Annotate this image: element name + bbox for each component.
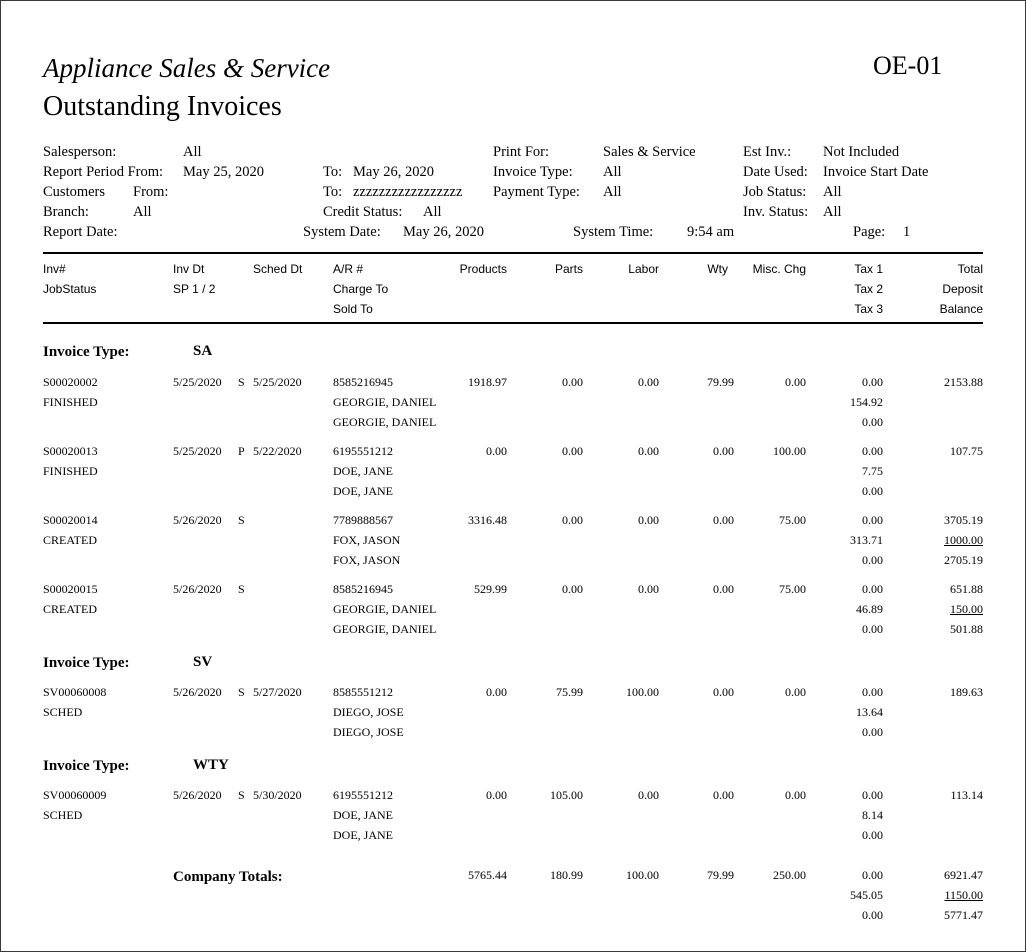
total-tax3: 0.00 <box>862 908 883 922</box>
invoice-balance: 2705.19 <box>944 553 983 567</box>
col-sp: SP 1 / 2 <box>173 282 216 296</box>
schedule-date: 5/30/2020 <box>253 788 302 802</box>
ar-number: 8585551212 <box>333 685 393 699</box>
invoice-total: 189.63 <box>950 685 983 699</box>
branch-label: Branch: <box>43 204 89 220</box>
inv-status-value: All <box>823 204 842 220</box>
invoice-number: SV00060009 <box>43 788 107 802</box>
warranty-amount: 79.99 <box>707 375 734 389</box>
products-amount: 529.99 <box>474 582 507 596</box>
tax1-amount: 0.00 <box>862 685 883 699</box>
invoice-number: S00020013 <box>43 444 98 458</box>
col-misc: Misc. Chg <box>752 262 806 276</box>
tax1-amount: 0.00 <box>862 513 883 527</box>
period-to-value: May 26, 2020 <box>353 164 434 180</box>
misc-charge: 0.00 <box>785 788 806 802</box>
labor-amount: 0.00 <box>638 444 659 458</box>
job-status-value: All <box>823 184 842 200</box>
misc-charge: 75.00 <box>779 582 806 596</box>
products-amount: 0.00 <box>486 444 507 458</box>
charge-to: DIEGO, JOSE <box>333 705 404 719</box>
invoice-type-label: Invoice Type: <box>493 164 573 180</box>
system-time-label: System Time: <box>573 224 654 240</box>
total-misc: 250.00 <box>773 868 806 882</box>
col-wty: Wty <box>707 262 728 276</box>
ar-number: 7789888567 <box>333 513 393 527</box>
salesperson-value: All <box>183 144 202 160</box>
ar-number: 6195551212 <box>333 788 393 802</box>
misc-charge: 0.00 <box>785 375 806 389</box>
invoice-deposit: 150.00 <box>950 602 983 616</box>
job-status: SCHED <box>43 705 83 719</box>
customers-to-value: zzzzzzzzzzzzzzzzz <box>353 184 463 200</box>
header-rule-top <box>43 252 983 254</box>
system-time-value: 9:54 am <box>687 224 735 240</box>
invoice-total: 113.14 <box>950 788 983 802</box>
customers-label: Customers <box>43 184 106 200</box>
job-status-label: Job Status: <box>743 184 807 200</box>
sold-to: GEORGIE, DANIEL <box>333 415 437 429</box>
tax3-amount: 0.00 <box>862 553 883 567</box>
page-label: Page: <box>853 224 886 240</box>
col-invdt: Inv Dt <box>173 262 205 276</box>
parts-amount: 0.00 <box>562 375 583 389</box>
header-rule-bottom <box>43 322 983 324</box>
page-number: 1 <box>903 224 911 240</box>
parts-amount: 0.00 <box>562 582 583 596</box>
misc-charge: 0.00 <box>785 685 806 699</box>
tax3-amount: 0.00 <box>862 415 883 429</box>
salesperson-code: S <box>238 685 245 699</box>
invoice-type-label: Invoice Type: <box>43 758 130 774</box>
col-deposit: Deposit <box>942 282 983 296</box>
salesperson-code: S <box>238 788 245 802</box>
report-title: Outstanding Invoices <box>43 91 282 122</box>
invoice-number: S00020015 <box>43 582 98 596</box>
total-tax1: 0.00 <box>862 868 883 882</box>
total-parts: 180.99 <box>550 868 583 882</box>
col-sold-to: Sold To <box>333 302 373 316</box>
col-tax3: Tax 3 <box>854 302 883 316</box>
salesperson-label: Salesperson: <box>43 144 117 160</box>
tax3-amount: 0.00 <box>862 725 883 739</box>
invoice-type-code: SV <box>193 654 213 670</box>
col-jobstatus: JobStatus <box>43 282 97 296</box>
charge-to: GEORGIE, DANIEL <box>333 395 437 409</box>
salesperson-code: P <box>238 444 245 458</box>
invoice-total: 3705.19 <box>944 513 983 527</box>
job-status: CREATED <box>43 533 97 547</box>
report-date-label: Report Date: <box>43 224 118 240</box>
tax3-amount: 0.00 <box>862 484 883 498</box>
invoice-type-label: Invoice Type: <box>43 655 130 671</box>
schedule-date: 5/22/2020 <box>253 444 302 458</box>
company-name: Appliance Sales & Service <box>43 53 331 83</box>
tax2-amount: 13.64 <box>856 705 883 719</box>
tax2-amount: 313.71 <box>850 533 883 547</box>
period-to-label: To: <box>323 164 343 180</box>
invoice-date: 5/26/2020 <box>173 685 222 699</box>
system-date-value: May 26, 2020 <box>403 224 484 240</box>
credit-status-label: Credit Status: <box>323 204 403 220</box>
est-inv-value: Not Included <box>823 144 900 160</box>
invoice-date: 5/26/2020 <box>173 788 222 802</box>
invoice-total: 2153.88 <box>944 375 983 389</box>
col-balance: Balance <box>939 302 983 316</box>
col-total: Total <box>957 262 983 276</box>
customers-from-label: From: <box>133 184 169 200</box>
inv-status-label: Inv. Status: <box>743 204 809 220</box>
labor-amount: 0.00 <box>638 513 659 527</box>
credit-status-value: All <box>423 204 442 220</box>
system-date-label: System Date: <box>303 224 381 240</box>
date-used-value: Invoice Start Date <box>823 164 929 180</box>
col-scheddt: Sched Dt <box>253 262 303 276</box>
sold-to: DOE, JANE <box>333 828 393 842</box>
salesperson-code: S <box>238 375 245 389</box>
invoice-deposit: 1000.00 <box>944 533 983 547</box>
labor-amount: 0.00 <box>638 788 659 802</box>
period-from-value: May 25, 2020 <box>183 164 264 180</box>
warranty-amount: 0.00 <box>713 685 734 699</box>
tax3-amount: 0.00 <box>862 828 883 842</box>
products-amount: 0.00 <box>486 685 507 699</box>
schedule-date: 5/27/2020 <box>253 685 302 699</box>
invoice-date: 5/26/2020 <box>173 582 222 596</box>
invoice-number: SV00060008 <box>43 685 107 699</box>
tax3-amount: 0.00 <box>862 622 883 636</box>
col-parts: Parts <box>554 262 583 276</box>
parts-amount: 75.99 <box>556 685 583 699</box>
est-inv-label: Est Inv.: <box>743 144 792 160</box>
labor-amount: 0.00 <box>638 375 659 389</box>
col-charge-to: Charge To <box>333 282 389 296</box>
warranty-amount: 0.00 <box>713 513 734 527</box>
sold-to: GEORGIE, DANIEL <box>333 622 437 636</box>
tax1-amount: 0.00 <box>862 444 883 458</box>
customers-to-label: To: <box>323 184 343 200</box>
period-from-label: Report Period From: <box>43 164 164 180</box>
job-status: FINISHED <box>43 464 98 478</box>
total-deposit: 1150.00 <box>944 888 983 902</box>
invoice-total: 651.88 <box>950 582 983 596</box>
labor-amount: 0.00 <box>638 582 659 596</box>
parts-amount: 105.00 <box>550 788 583 802</box>
invoice-type-label: Invoice Type: <box>43 344 130 360</box>
invoice-number: S00020014 <box>43 513 98 527</box>
warranty-amount: 0.00 <box>713 444 734 458</box>
tax2-amount: 8.14 <box>862 808 883 822</box>
products-amount: 0.00 <box>486 788 507 802</box>
charge-to: DOE, JANE <box>333 808 393 822</box>
report-code: OE-01 <box>873 51 943 80</box>
job-status: SCHED <box>43 808 83 822</box>
total-tax2: 545.05 <box>850 888 883 902</box>
col-inv: Inv# <box>43 262 66 276</box>
col-ar: A/R # <box>333 262 364 276</box>
sold-to: DOE, JANE <box>333 484 393 498</box>
company-totals-label: Company Totals: <box>173 869 283 885</box>
invoice-number: S00020002 <box>43 375 98 389</box>
invoice-type-code: WTY <box>193 757 229 773</box>
invoice-type-value: All <box>603 164 622 180</box>
print-for-label: Print For: <box>493 144 549 160</box>
total-wty: 79.99 <box>707 868 734 882</box>
labor-amount: 100.00 <box>626 685 659 699</box>
invoice-date: 5/26/2020 <box>173 513 222 527</box>
col-labor: Labor <box>628 262 659 276</box>
payment-type-value: All <box>603 184 622 200</box>
salesperson-code: S <box>238 582 245 596</box>
invoice-date: 5/25/2020 <box>173 375 222 389</box>
sold-to: FOX, JASON <box>333 553 401 567</box>
ar-number: 8585216945 <box>333 582 393 596</box>
invoice-balance: 501.88 <box>950 622 983 636</box>
parts-amount: 0.00 <box>562 444 583 458</box>
misc-charge: 100.00 <box>773 444 806 458</box>
ar-number: 8585216945 <box>333 375 393 389</box>
job-status: CREATED <box>43 602 97 616</box>
invoice-date: 5/25/2020 <box>173 444 222 458</box>
parts-amount: 0.00 <box>562 513 583 527</box>
print-for-value: Sales & Service <box>603 144 696 160</box>
tax2-amount: 154.92 <box>850 395 883 409</box>
tax1-amount: 0.00 <box>862 375 883 389</box>
products-amount: 3316.48 <box>468 513 507 527</box>
warranty-amount: 0.00 <box>713 788 734 802</box>
col-tax1: Tax 1 <box>854 262 883 276</box>
invoice-type-code: SA <box>193 343 213 359</box>
date-used-label: Date Used: <box>743 164 808 180</box>
tax2-amount: 7.75 <box>862 464 883 478</box>
ar-number: 6195551212 <box>333 444 393 458</box>
branch-value: All <box>133 204 152 220</box>
total-labor: 100.00 <box>626 868 659 882</box>
job-status: FINISHED <box>43 395 98 409</box>
tax1-amount: 0.00 <box>862 582 883 596</box>
total-total: 6921.47 <box>944 868 983 882</box>
col-products: Products <box>459 262 507 276</box>
total-products: 5765.44 <box>468 868 507 882</box>
warranty-amount: 0.00 <box>713 582 734 596</box>
misc-charge: 75.00 <box>779 513 806 527</box>
products-amount: 1918.97 <box>468 375 507 389</box>
tax1-amount: 0.00 <box>862 788 883 802</box>
total-balance: 5771.47 <box>944 908 983 922</box>
payment-type-label: Payment Type: <box>493 184 580 200</box>
charge-to: FOX, JASON <box>333 533 401 547</box>
invoice-total: 107.75 <box>950 444 983 458</box>
charge-to: DOE, JANE <box>333 464 393 478</box>
col-tax2: Tax 2 <box>854 282 883 296</box>
charge-to: GEORGIE, DANIEL <box>333 602 437 616</box>
sold-to: DIEGO, JOSE <box>333 725 404 739</box>
salesperson-code: S <box>238 513 245 527</box>
schedule-date: 5/25/2020 <box>253 375 302 389</box>
tax2-amount: 46.89 <box>856 602 883 616</box>
